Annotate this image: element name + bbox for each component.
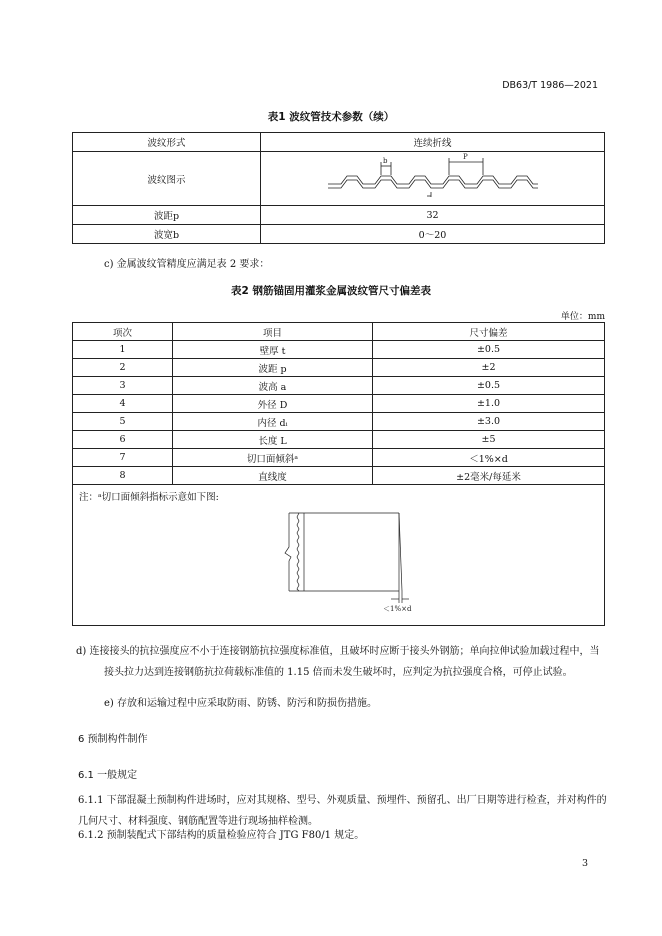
table2-cell: ±2 xyxy=(373,359,605,377)
table2-cell: 波距 p xyxy=(173,359,373,377)
table1-value: 0～20 xyxy=(261,225,605,244)
table2-cell: 长度 L xyxy=(173,431,373,449)
table1-value: 32 xyxy=(261,206,605,225)
wave-diagram xyxy=(323,152,543,202)
table2-header: 尺寸偏差 xyxy=(373,323,605,341)
table2-cell: 8 xyxy=(73,467,173,485)
table2-note: 注：ᵃ切口面倾斜指标示意如下图: xyxy=(79,492,219,503)
table2-cell: ±0.5 xyxy=(373,341,605,359)
page-number: 3 xyxy=(582,858,589,869)
paragraph-6-1-1: 6.1.1 下部混凝土预制构件进场时，应对其规格、型号、外观质量、预埋件、预留孔、出厂日期等进行检查，并对构件的几何尺寸、材料强度、钢筋配置等进行现场抽样检测。 xyxy=(78,795,607,827)
table1-label: 波纹形式 xyxy=(73,133,261,152)
cut-slope-diagram xyxy=(279,507,459,613)
table2-cell: ±0.5 xyxy=(373,377,605,395)
doc-code: DB63/T 1986—2021 xyxy=(502,80,598,91)
table2-note-cell xyxy=(73,485,605,626)
unit-label: 单位：mm xyxy=(560,312,605,322)
table2-cell: 7 xyxy=(73,449,173,467)
table2-cell: 6 xyxy=(73,431,173,449)
table2-cell: 4 xyxy=(73,395,173,413)
label-b: b xyxy=(382,157,387,165)
table2 xyxy=(72,322,605,626)
table1-label: 波宽b xyxy=(73,225,261,244)
table2-cell: 内径 dᵢ xyxy=(173,413,373,431)
table2-cell: ＜1%×d xyxy=(373,449,605,467)
table2-cell: 3 xyxy=(73,377,173,395)
table2-cell: 波高 a xyxy=(173,377,373,395)
table2-cell: ±3.0 xyxy=(373,413,605,431)
section-6-1-heading: 6.1 一般规定 xyxy=(78,770,138,781)
table1-value: 连续折线 xyxy=(261,133,605,152)
table1 xyxy=(72,132,605,244)
table2-header: 项目 xyxy=(173,323,373,341)
label-p: P xyxy=(462,153,468,161)
item-e: e) 存放和运输过程中应采取防雨、防锈、防污和防损伤措施。 xyxy=(104,698,377,709)
wave-diagram-cell xyxy=(261,152,605,206)
table1-caption: 表1 波纹管技术参数（续） xyxy=(267,111,395,123)
table1-label: 波纹图示 xyxy=(73,152,261,206)
table2-cell: ±2毫米/每延米 xyxy=(373,467,605,485)
table2-cell: 外径 D xyxy=(173,395,373,413)
table2-cell: 壁厚 t xyxy=(173,341,373,359)
table2-cell: ±1.0 xyxy=(373,395,605,413)
paragraph-6-1-2: 6.1.2 预制装配式下部结构的质量检验应符合 JTG F80/1 规定。 xyxy=(78,830,365,841)
table2-cell: 1 xyxy=(73,341,173,359)
table2-header: 项次 xyxy=(73,323,173,341)
table2-cell: 切口面倾斜ᵃ xyxy=(173,449,373,467)
table2-cell: 直线度 xyxy=(173,467,373,485)
table2-cell: 2 xyxy=(73,359,173,377)
section-6-heading: 6 预制构件制作 xyxy=(78,734,148,745)
table2-cell: ±5 xyxy=(373,431,605,449)
table2-cell: 5 xyxy=(73,413,173,431)
item-d: d) 连接接头的抗拉强度应不小于连接钢筋抗拉强度标准值，且破坏时应断于接头外钢筋；单向拉伸试验加载过程中，当接头拉力达到连接钢筋抗拉荷载标准值的 1.15 倍而未发生破坏时，应判定为抗拉强度合格，可停止试验。 xyxy=(76,646,600,678)
slope-label: ＜1%×d xyxy=(383,605,412,613)
table2-caption: 表2 钢筋锚固用灌浆金属波纹管尺寸偏差表 xyxy=(231,285,431,297)
item-c: c) 金属波纹管精度应满足表 2 要求： xyxy=(104,259,270,270)
table1-label: 波距p xyxy=(73,206,261,225)
